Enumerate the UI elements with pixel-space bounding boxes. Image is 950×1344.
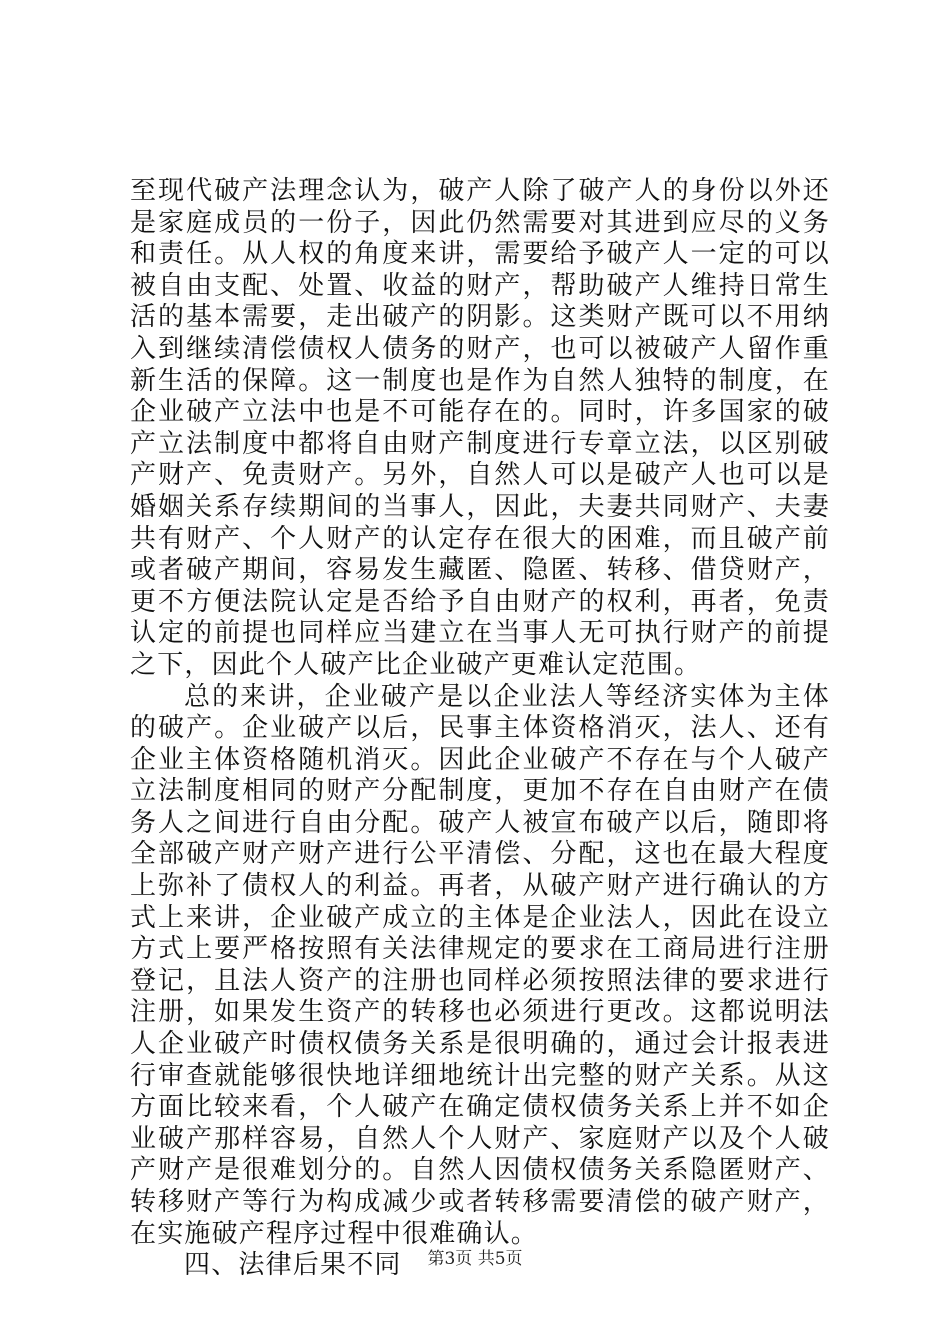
document-body (130, 176, 830, 1282)
paragraph-1: 至现代破产法理念认为，破产人除了破产人的身份以外还是家庭成员的一份子，因此仍然需要对其进到应尽的义务和责任。从人权的角度来讲，需要给予破产人一定的可以被自由支配、处置、收益的财产，帮助破产人维持日常生活的基本需要，走出破产的阴影。这类财产既可以不用纳入到继续清偿债权人债务的财产，也可以被破产人留作重新生活的保障。这一制度也是作为自然人独特的制度，在企业破产立法中也是不可能存在的。同时，许多国家的破产立法制度中都将自由财产制度进行专章立法，以区别破产财产、免责财产。另外，自然人可以是破产人也可以是婚姻关系存续期间的当事人，因此，夫妻共同财产、夫妻共有财产、个人财产的认定存在很大的困难，而且破产前或者破产期间，容易发生藏匿、隐匿、转移、借贷财产，更不方便法院认定是否给予自由财产的权利，再者，免责认定的前提也同样应当建立在当事人无可执行财产的前提之下，因此个人破产比企业破产更难认定范围。 (130, 176, 830, 680)
section-heading: 四、法律后果不同 (184, 1250, 402, 1281)
paragraph-2: 总的来讲，企业破产是以企业法人等经济实体为主体的破产。企业破产以后，民事主体资格消灭，法人、还有企业主体资格随机消灭。因此企业破产不存在与个人破产立法制度相同的财产分配制度，更加不存在自由财产在债务人之间进行自由分配。破产人被宣布破产以后，随即将全部破产财产财产进行公平清偿、分配，这也在最大程度上弥补了债权人的利益。再者，从破产财产进行确认的方式上来讲，企业破产成立的主体是企业法人，因此在设立方式上要严格按照有关法律规定的要求在工商局进行注册登记，且法人资产的注册也同样必须按照法律的要求进行注册，如果发生资产的转移也必须进行更改。这都说明法人企业破产时债权债务关系是很明确的，通过会计报表进行审查就能够很快地详细地统计出完整的财产关系。从这方面比较来看，个人破产在确定债权债务关系上并不如企业破产那样容易，自然人个人财产、家庭财产以及个人破产财产是很难划分的。自然人因债权债务关系隐匿财产、转移财产等行为构成减少或者转移需要清偿的破产财产，在实施破产程序过程中很难确认。 (130, 681, 830, 1249)
page-footer: 第3页 共5页 (427, 1249, 523, 1269)
